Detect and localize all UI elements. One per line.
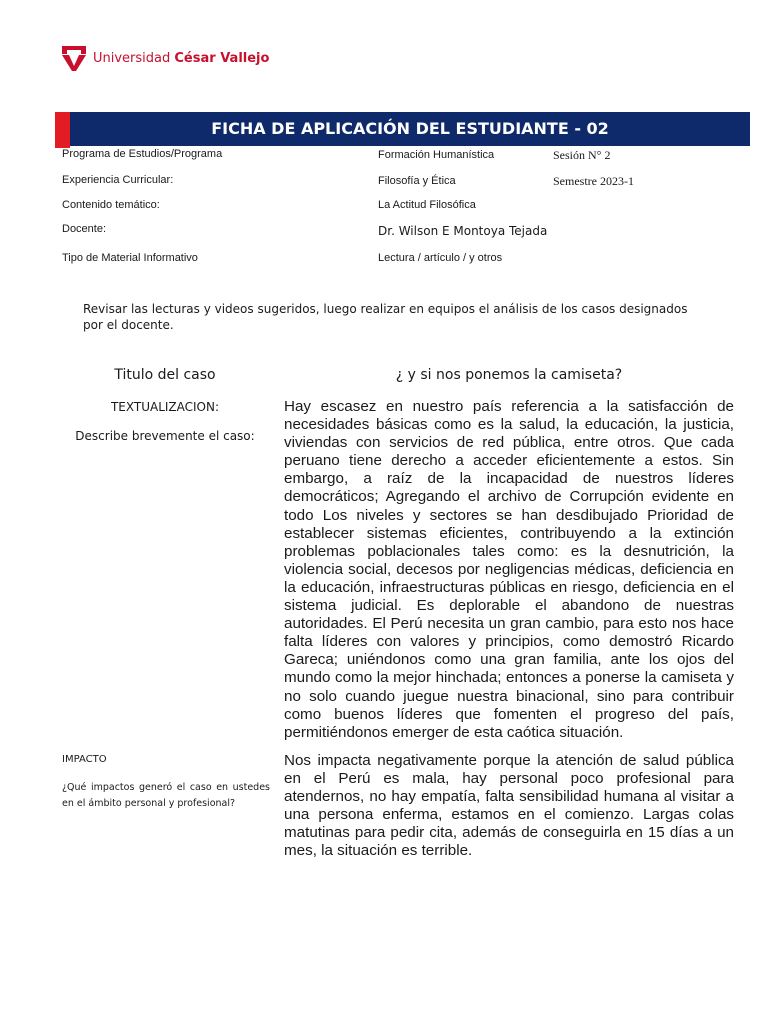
banner-accent bbox=[55, 112, 70, 148]
impacto-question: ¿Qué impactos generó el caso en ustedes en el ámbito personal y profesional? bbox=[62, 782, 270, 809]
contenido-value: La Actitud Filosófica bbox=[378, 199, 476, 211]
programa-value: Formación Humanística bbox=[378, 149, 495, 161]
describe-label: Describe brevemente el caso: bbox=[75, 429, 255, 443]
contenido-label: Contenido temático: bbox=[62, 199, 160, 211]
docente-value: Dr. Wilson E Montoya Tejada bbox=[378, 224, 548, 238]
university-logo bbox=[61, 44, 269, 72]
sesion-value: Sesión N° 2 bbox=[553, 148, 611, 162]
university-name: Universidad César Vallejo bbox=[93, 50, 270, 66]
case-title-label: Titulo del caso bbox=[114, 367, 216, 383]
programa-label: Programa de Estudios/Programa bbox=[62, 148, 223, 160]
semestre-value: Semestre 2023-1 bbox=[553, 174, 634, 188]
instruction-text: Revisar las lecturas y videos sugeridos, luego realizar en equipos el análisis de los casos designados por el docente. bbox=[83, 302, 688, 332]
experiencia-label: Experiencia Curricular: bbox=[62, 174, 174, 186]
experiencia-value: Filosofía y Ética bbox=[378, 175, 456, 187]
tipo-label: Tipo de Material Informativo bbox=[62, 252, 198, 264]
tipo-value: Lectura / artículo / y otros bbox=[378, 252, 503, 264]
case-description: Hay escasez en nuestro país referencia a la satisfacción de necesidades básicas como es la salud, la educación, la justicia, viviendas con servicios de red pública, entre otros. Que cada peruano tiene derecho a acceder eficientemente a estos. Sin embargo, a raíz de la incapacidad de nuestros líderes democráticos; Agregando el archivo de Corrupción evidente en todo Los niveles y sectores se han desdibujado Prioridad de establecer sistemas eficientes, contribuyendo a la extinción problemas poblacionales tales como: es la desnutrición, la violencia social, decesos por negligencias médicas, deficiencia en la educación, infraestructuras públicas en riesgo, deficiencia en el sistema judicial. Es deplorable el abandono de nuestras autoridades. El Perú necesita un gran cambio, para esto nos hace falta líderes con valores y principios, como demostró Ricardo Gareca; uniéndonos como una gran familia, ante los ojos del mundo como la mejor hinchada; entonces a ponerse la camiseta y no solo cuando juegue nuestra binacional, sino para contribuir como buenos líderes que fomenten el progreso del país, permitiéndonos emerger de esta caótica situación. bbox=[284, 398, 734, 741]
case-title-value: ¿ y si nos ponemos la camiseta? bbox=[395, 367, 623, 383]
ucv-shield-icon bbox=[61, 44, 87, 72]
impacto-answer: Nos impacta negativamente porque la atención de salud pública en el Perú es mala, hay personal poco profesional para atendernos, no hay empatía, falta sensibilidad humana al visitar a una persona enferma, estamos en el comienzo. Largas colas matutinas para pedir cita, además de conseguirla en 15 días a un mes, la situación es terrible. bbox=[284, 752, 734, 860]
impacto-label: IMPACTO bbox=[62, 754, 107, 765]
page-title: FICHA DE APLICACIÓN DEL ESTUDIANTE - 02 bbox=[70, 112, 750, 146]
textualizacion-label: TEXTUALIZACION: bbox=[110, 400, 220, 414]
docente-label: Docente: bbox=[62, 223, 107, 235]
